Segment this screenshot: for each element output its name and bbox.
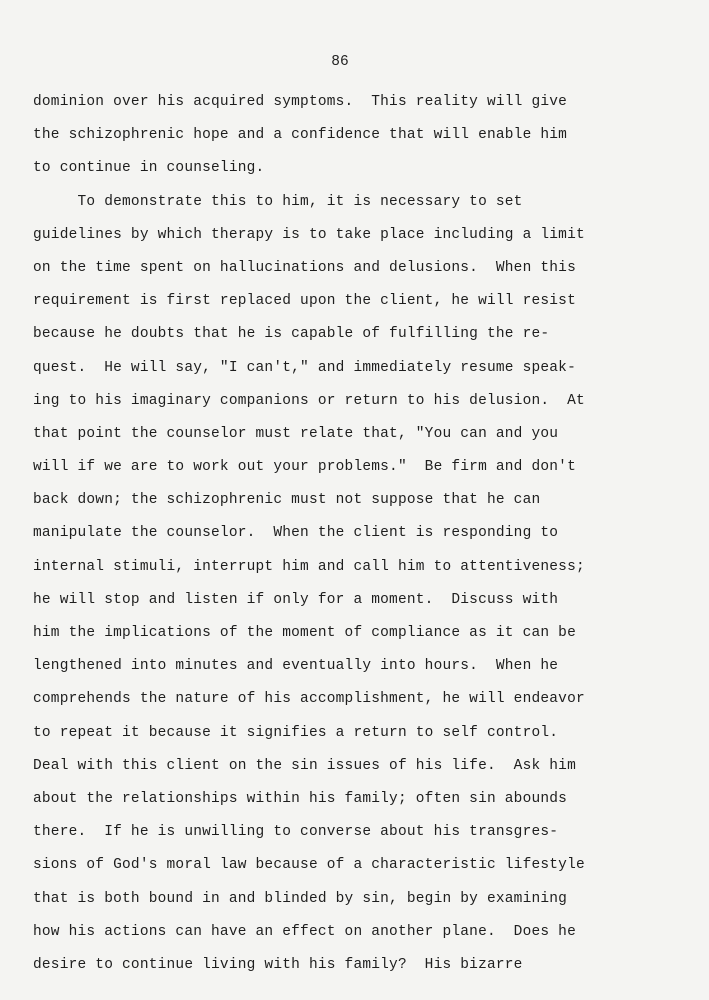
body-text — [33, 86, 693, 982]
text-line: sions of God's moral law because of a characteristic lifestyle — [33, 857, 585, 874]
text-line: there. If he is unwilling to converse about his transgres- — [33, 824, 559, 841]
text-line: that point the counselor must relate that, "You can and you — [33, 425, 559, 442]
text-line: To demonstrate this to him, it is necessary to set — [33, 193, 523, 210]
text-line: guidelines by which therapy is to take place including a limit — [33, 226, 585, 243]
text-line: the schizophrenic hope and a confidence that will enable him — [33, 127, 568, 144]
text-line: dominion over his acquired symptoms. This reality will give — [33, 94, 568, 110]
text-line: will if we are to work out your problems." Be firm and don't — [33, 459, 576, 476]
text-line: because he doubts that he is capable of fulfilling the re- — [33, 326, 550, 343]
text-line: desire to continue living with his family? His bizarre — [33, 956, 523, 973]
text-line: comprehends the nature of his accomplishment, he will endeavor — [33, 691, 585, 708]
text-line: Deal with this client on the sin issues of his life. Ask him — [33, 757, 576, 774]
page-number: 86 — [331, 54, 349, 70]
text-line: to continue in counseling. — [33, 160, 265, 177]
text-line: internal stimuli, interrupt him and call him to attentiveness; — [33, 558, 585, 575]
text-line: about the relationships within his family; often sin abounds — [33, 790, 568, 807]
text-line: ing to his imaginary companions or return to his delusion. At — [33, 392, 585, 409]
text-line: requirement is first replaced upon the client, he will resist — [33, 293, 576, 310]
text-line: manipulate the counselor. When the client is responding to — [33, 525, 559, 542]
text-line: that is both bound in and blinded by sin, begin by examining — [33, 890, 568, 907]
text-line: he will stop and listen if only for a moment. Discuss with — [33, 591, 559, 608]
text-line: to repeat it because it signifies a return to self control. — [33, 724, 559, 741]
text-line: lengthened into minutes and eventually into hours. When he — [33, 658, 559, 675]
text-line: on the time spent on hallucinations and delusions. When this — [33, 259, 576, 276]
text-line: how his actions can have an effect on another plane. Does he — [33, 923, 576, 940]
text-line: back down; the schizophrenic must not suppose that he can — [33, 492, 541, 509]
text-line: him the implications of the moment of compliance as it can be — [33, 625, 576, 641]
text-line: quest. He will say, "I can't," and immediately resume speak- — [33, 359, 576, 376]
